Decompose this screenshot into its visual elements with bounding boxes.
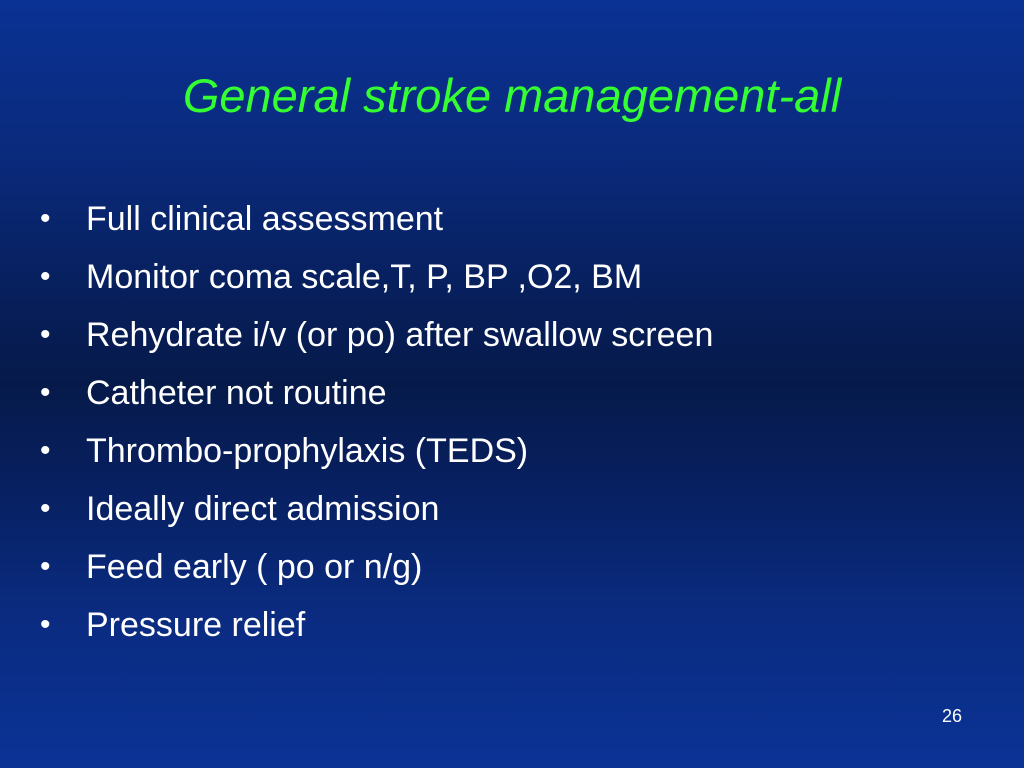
bullet-icon: • [40, 376, 51, 409]
list-item [40, 422, 713, 480]
list-item [40, 480, 713, 538]
list-item [40, 364, 713, 422]
bullet-list [40, 190, 713, 654]
bullet-icon: • [40, 434, 51, 467]
bullet-icon: • [40, 318, 51, 351]
list-item-text: Pressure relief [86, 605, 306, 644]
slide-title: General stroke management-all [182, 69, 842, 122]
list-item-text: Thrombo-prophylaxis (TEDS) [86, 431, 529, 470]
page-number: 26 [941, 706, 962, 726]
list-item [40, 306, 713, 364]
list-item [40, 248, 713, 306]
bullet-icon: • [40, 202, 51, 235]
list-item [40, 596, 713, 654]
list-item [40, 538, 713, 596]
list-item-text: Catheter not routine [86, 373, 387, 412]
list-item-text: Ideally direct admission [86, 489, 440, 528]
list-item-text: Full clinical assessment [86, 199, 444, 238]
bullet-icon: • [40, 492, 51, 525]
list-item [40, 190, 713, 248]
list-item-text: Monitor coma scale,T, P, BP ,O2, BM [86, 257, 643, 296]
bullet-icon: • [40, 608, 51, 641]
list-item-text: Rehydrate i/v (or po) after swallow screen [86, 315, 714, 354]
bullet-icon: • [40, 550, 51, 583]
bullet-icon: • [40, 260, 51, 293]
list-item-text: Feed early ( po or n/g) [86, 547, 423, 586]
